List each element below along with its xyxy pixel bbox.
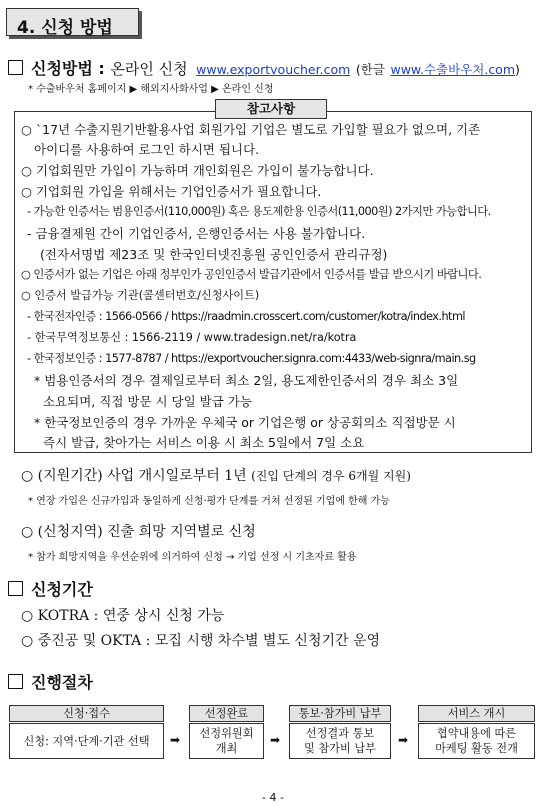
ref-line-5: - 가능한 인증서는 범용인증서(110,000원) 혹은 용도제한용 인증서(11,000원) 2가지만 가능합니다. (27, 205, 491, 218)
step-1-head: 신청·접수 (9, 705, 164, 722)
ref-line-3: ○ 기업회원만 가입이 가능하며 개인회원은 가입이 불가능합니다. (21, 163, 374, 178)
ref-line-1: ○ `17년 수출지원기반활용사업 회원가입 기업은 별도로 가입할 필요가 없으며, 기존 (21, 122, 481, 137)
period-item-okta: ○ 중진공 및 OKTA : 모집 시행 차수별 별도 신청기간 운영 (21, 633, 381, 649)
step-3-text-1: 선정결과 통보 (305, 727, 375, 740)
exportvoucher-link[interactable]: www.exportvoucher.com (196, 62, 351, 77)
section-title: 4. 신청 방법 (17, 18, 113, 38)
arrow-right-icon: ➡ (398, 733, 409, 747)
ref-line-10: - 한국전자인증 : 1566-0566 / https://raadmin.crosscert.com/customer/kotra/index.html (27, 310, 465, 323)
step-3-head: 통보·참가비 납부 (289, 705, 391, 722)
page-number: - 4 - (262, 791, 284, 804)
step-4-text-1: 협약내용에 따른 (436, 727, 517, 740)
step-4-head: 서비스 개시 (418, 705, 535, 722)
step-4-body (418, 723, 535, 759)
ref-line-7: (전자서명법 제23조 및 한국인터넷진흥원 공인인증서 관리규정) (40, 247, 388, 262)
support-period-sub: (진입 단계의 경우 6개월 지원) (251, 469, 411, 483)
step-4-text-2: 마케팅 활동 전개 (435, 742, 518, 755)
ref-line-15: * 한국정보인증의 경우 가까운 우체국 or 기업은행 or 상공회의소 직접방문 시 (34, 415, 456, 430)
step-3-body (289, 723, 391, 759)
step-2-body (189, 723, 264, 759)
method-label: 신청방법 : (31, 59, 105, 78)
ref-line-8: ○ 인증서가 없는 기업은 아래 정부인가 공인인증서 발급기관에서 인증서를 발급 받으시기 바랍니다. (21, 268, 482, 281)
checkbox-square-icon (8, 674, 23, 689)
support-period-note: * 연장 가입은 신규가입과 동일하게 신청·평가 단계를 거쳐 선정된 기업에 한해 가능 (28, 496, 390, 507)
reference-tab: 참고사항 (215, 99, 327, 119)
step-3-text-2: 및 참가비 납부 (304, 742, 376, 755)
region-line: ○ (신청지역) 진출 희망 지역별로 신청 (21, 524, 256, 540)
step-2-text-2: 개최 (215, 742, 238, 755)
ref-line-12: - 한국정보인증 : 1577-8787 / https://exportvoucher.signra.com:4433/web-signra/main.sg (27, 352, 476, 365)
procedure-title: 진행절차 (31, 673, 93, 692)
period-item-kotra: ○ KOTRA : 연중 상시 신청 가능 (21, 608, 225, 624)
period-heading (8, 577, 93, 600)
section-header (6, 8, 139, 36)
arrow-right-icon: ➡ (270, 733, 281, 747)
checkbox-square-icon (8, 60, 23, 75)
ref-line-2: 아이디를 사용하여 로그인 하시면 됩니다. (34, 142, 260, 157)
step-2-text-1: 선정위원회 (199, 727, 254, 740)
paren-open: (한글 (355, 62, 385, 77)
checkbox-square-icon (8, 581, 23, 596)
ref-line-14: 소요되며, 직접 방문 시 당일 발급 가능 (43, 394, 252, 409)
support-period-text: ○ (지원기간) 사업 개시일로부터 1년 (21, 468, 247, 484)
region-note: * 참가 희망지역을 우선순위에 의거하여 신청 → 기업 선정 시 기초자료 활용 (28, 552, 357, 563)
support-period-line (21, 465, 411, 485)
method-breadcrumb: * 수출바우처 홈페이지 ▶ 해외지사화사업 ▶ 온라인 신청 (28, 84, 274, 95)
step-1-body (9, 723, 164, 759)
ref-line-6: - 금융결제원 간이 기업인증서, 은행인증서는 사용 불가합니다. (27, 226, 366, 241)
ref-line-11: - 한국무역정보통신 : 1566-2119 / www.tradesign.net/ra/kotra (27, 331, 357, 344)
korean-site-link[interactable]: www.수출바우처.com (390, 62, 516, 77)
procedure-heading (8, 670, 93, 693)
paren-close: ) (515, 62, 520, 77)
ref-line-9: ○ 인증서 발급가능 기관(콜센터번호/신청사이트) (21, 289, 260, 302)
method-heading (8, 56, 520, 79)
ref-line-16: 즉시 발급, 찾아가는 서비스 이용 시 최소 5일에서 7일 소요 (43, 435, 365, 450)
arrow-right-icon: ➡ (170, 733, 181, 747)
period-title: 신청기간 (31, 580, 93, 599)
step-1-text: 신청: 지역·단계·기관 선택 (23, 734, 150, 748)
ref-line-13: * 범용인증서의 경우 결제일로부터 최소 2일, 용도제한인증서의 경우 최소 3일 (34, 373, 459, 388)
step-2-head: 선정완료 (189, 705, 264, 722)
method-value: 온라인 신청 (110, 60, 188, 78)
ref-line-4: ○ 기업회원 가입을 위해서는 기업인증서가 필요합니다. (21, 184, 322, 199)
